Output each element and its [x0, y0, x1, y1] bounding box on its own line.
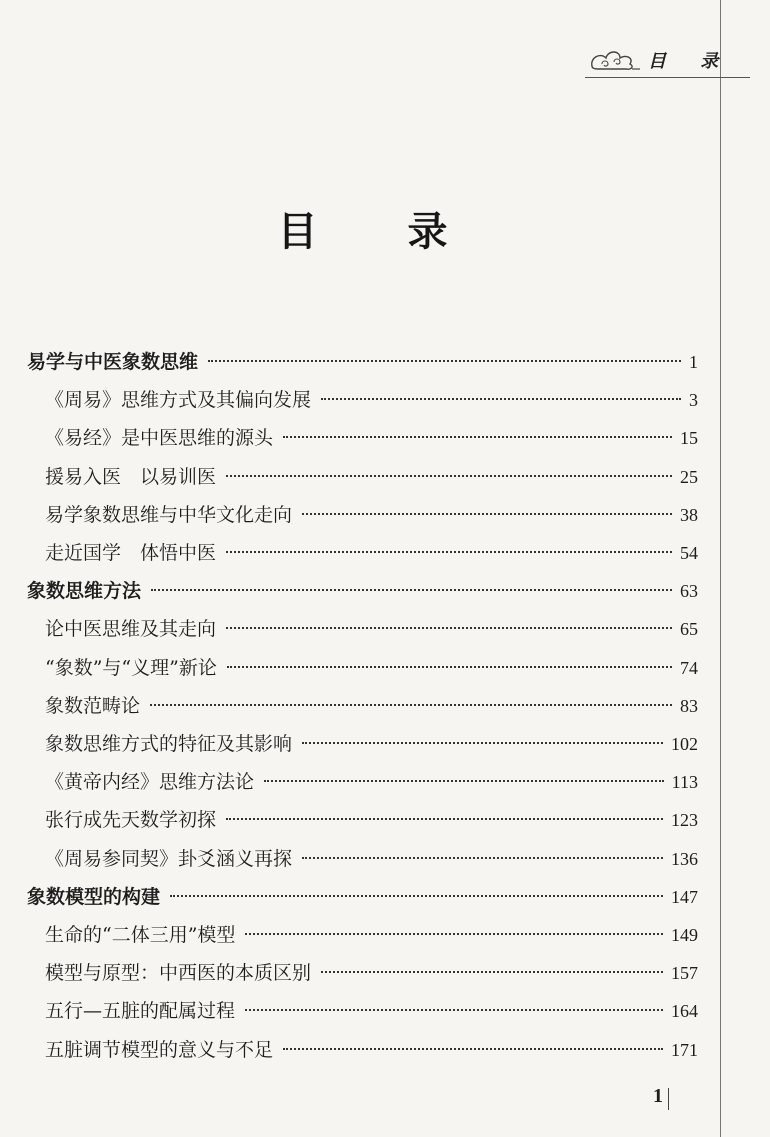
header-rule [585, 77, 750, 78]
dot-leader [283, 1048, 663, 1050]
toc-page-number: 102 [671, 734, 698, 754]
toc-item-entry[interactable] [45, 767, 698, 797]
toc-entry-title: 援易入医 以易训医 [45, 465, 217, 488]
toc-item-entry[interactable] [45, 691, 698, 721]
toc-entry-title: 《周易参同契》卦爻涵义再探 [45, 847, 293, 870]
dot-leader [226, 627, 672, 629]
dot-leader [245, 933, 663, 935]
folio-rule [668, 1088, 669, 1110]
toc-page-number: 171 [671, 1039, 698, 1060]
dot-leader [227, 666, 672, 668]
dot-leader [226, 475, 672, 477]
toc-entry-title: 张行成先天数学初探 [45, 809, 217, 832]
toc-item-entry[interactable] [45, 844, 698, 874]
toc-entry-title: 模型与原型：中西医的本质区别 [45, 962, 312, 985]
dot-leader [264, 780, 664, 782]
toc-entry-title: 易学与中医象数思维 [27, 351, 199, 373]
toc-item-entry[interactable] [45, 462, 698, 492]
toc-entry-title: 象数范畴论 [45, 694, 141, 717]
toc-entry-title: “象数”与“义理”新论 [45, 656, 217, 679]
cloud-ornament-icon [588, 46, 640, 74]
toc-entry-title: 生命的“二体三用”模型 [45, 924, 236, 946]
dot-leader [226, 818, 663, 820]
dot-leader [321, 398, 681, 400]
toc-entry-title: 象数思维方法 [27, 580, 142, 603]
toc-item-entry[interactable] [45, 500, 698, 530]
toc-entry-title: 象数模型的构建 [27, 885, 161, 908]
toc-page-number: 157 [671, 963, 698, 984]
toc-item-entry[interactable] [45, 538, 698, 568]
toc-item-entry[interactable] [45, 996, 698, 1026]
dot-leader [226, 551, 672, 553]
toc-item-entry[interactable] [45, 385, 698, 415]
toc-entry-title: 易学象数思维与中华文化走向 [45, 503, 293, 526]
toc-item-entry[interactable] [45, 805, 698, 835]
toc-entry-title: 象数思维方式的特征及其影响 [45, 733, 293, 755]
toc-entry-title: 《周易》思维方式及其偏向发展 [45, 389, 312, 412]
toc-item-entry[interactable] [45, 729, 698, 759]
dot-leader [150, 704, 672, 706]
toc-page-number: 123 [671, 810, 698, 831]
toc-page-number: 113 [671, 772, 698, 793]
toc-page-number: 74 [680, 657, 698, 678]
toc-item-entry[interactable] [45, 958, 698, 988]
page-number: 1 [653, 1085, 663, 1107]
toc-page-number: 149 [671, 925, 698, 945]
toc-item-entry[interactable] [45, 423, 698, 453]
toc-page-number: 83 [680, 695, 698, 716]
dot-leader [302, 857, 663, 859]
toc-section-entry[interactable] [27, 576, 698, 606]
toc-page-number: 136 [671, 848, 698, 869]
vertical-rule [720, 0, 721, 1137]
toc-page-number: 38 [680, 504, 698, 525]
dot-leader [283, 436, 672, 438]
dot-leader [151, 589, 672, 591]
toc-page-number: 54 [680, 543, 698, 563]
toc-entry-title: 论中医思维及其走向 [45, 618, 217, 641]
toc-entry-title: 五脏调节模型的意义与不足 [45, 1038, 274, 1061]
toc-entry-title: 《黄帝内经》思维方法论 [45, 771, 255, 794]
toc-entry-title: 《易经》是中医思维的源头 [45, 427, 274, 450]
toc-item-entry[interactable] [45, 614, 698, 644]
dot-leader [170, 895, 663, 897]
toc-entry-title: 走近国学 体悟中医 [45, 542, 217, 564]
toc-page-number: 25 [680, 466, 698, 487]
dot-leader [245, 1009, 663, 1011]
toc-entry-title: 五行—五脏的配属过程 [45, 1000, 236, 1023]
toc-item-entry[interactable] [45, 920, 698, 950]
toc-page-number: 147 [671, 886, 698, 907]
toc-page-number: 1 [689, 352, 698, 372]
toc-section-entry[interactable] [27, 347, 698, 377]
dot-leader [321, 971, 663, 973]
toc-item-entry[interactable] [45, 1035, 698, 1065]
dot-leader [302, 513, 672, 515]
running-header-title: 目 录 [648, 51, 733, 72]
toc-page-number: 65 [680, 619, 698, 640]
page-title: 目 录 [277, 208, 486, 255]
toc-section-entry[interactable] [27, 882, 698, 912]
dot-leader [302, 742, 663, 744]
toc-page-number: 3 [689, 390, 698, 411]
toc-item-entry[interactable] [45, 653, 698, 683]
toc-page-number: 63 [680, 581, 698, 602]
toc-page-number: 15 [680, 428, 698, 449]
dot-leader [208, 360, 681, 362]
toc-page-number: 164 [671, 1001, 698, 1022]
